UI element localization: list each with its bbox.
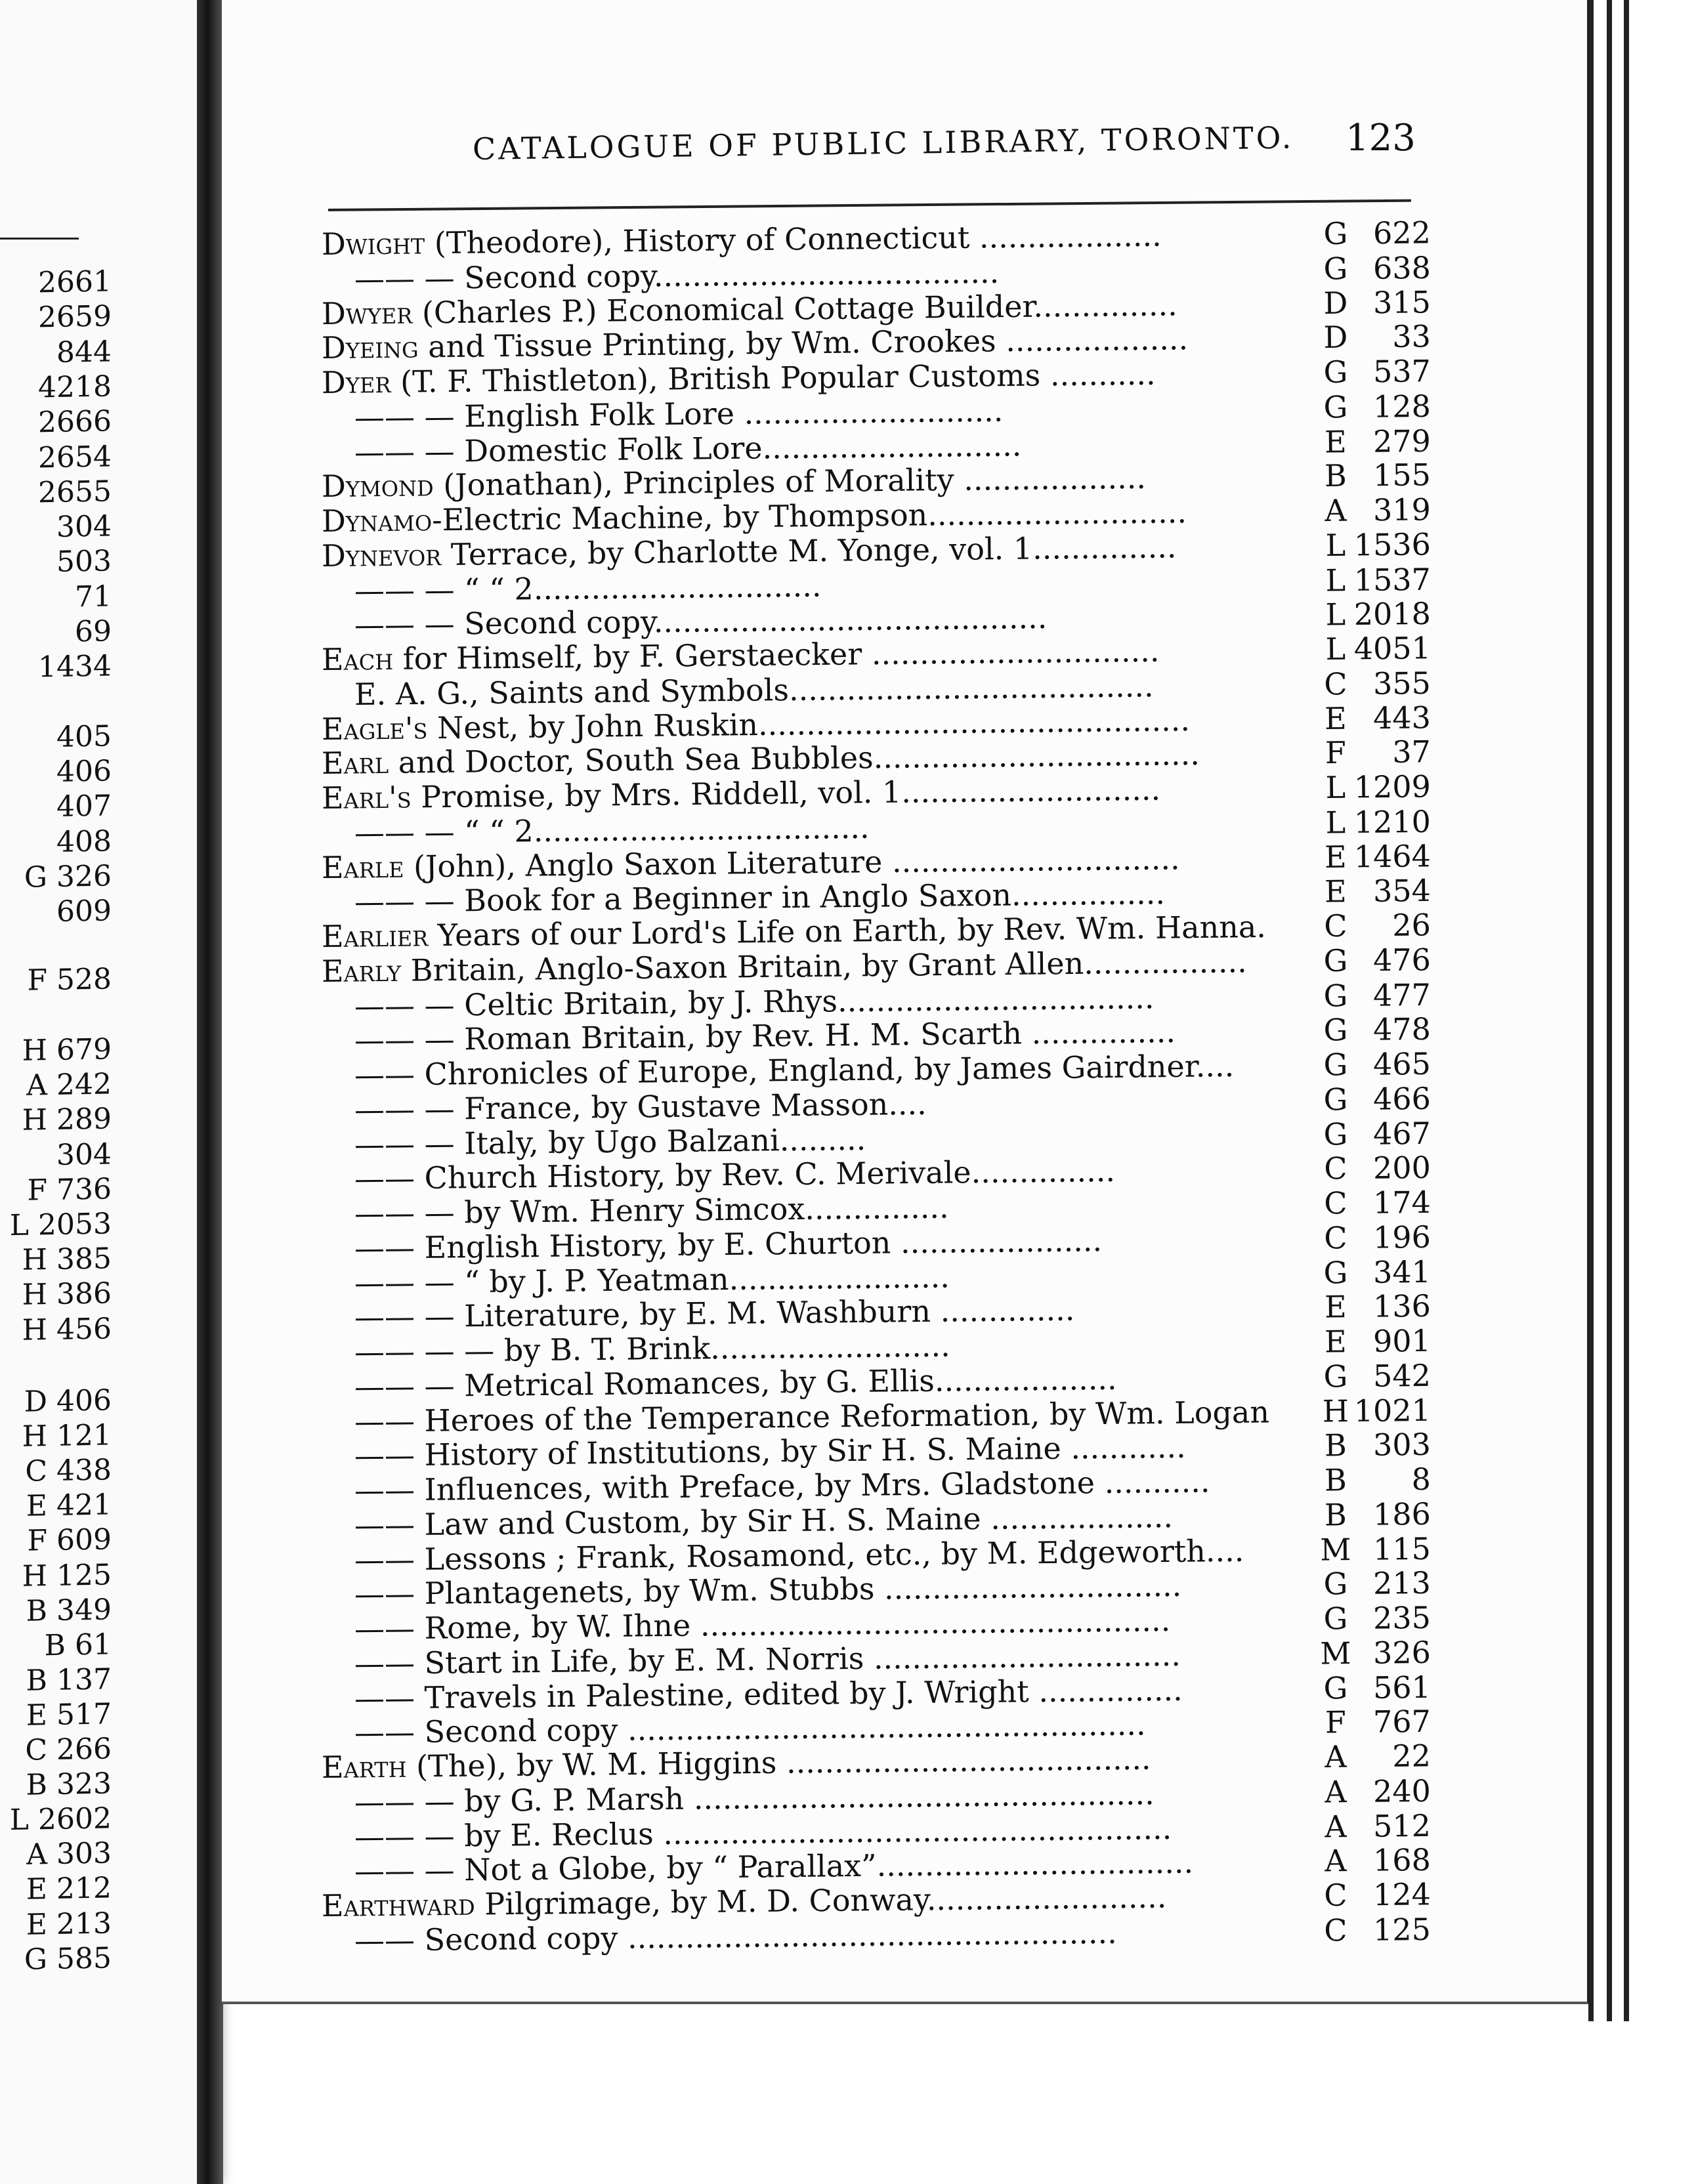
entry-title: and Doctor, South Sea Bubbles.................................. <box>388 736 1200 781</box>
left-page-number: 2655 <box>38 474 112 510</box>
left-page-row <box>0 1068 112 1103</box>
entry-title: —— — Second copy......................................... <box>354 600 1048 643</box>
left-page-class: H <box>22 1278 48 1312</box>
entry-shelf-number: 767 <box>1372 1704 1431 1740</box>
left-page-number: 61 <box>75 1628 112 1662</box>
entry-class-letter: M <box>1320 1635 1351 1671</box>
entry-heading: Earth <box>321 1748 407 1785</box>
entry-title: —— Lessons ; Frank, Rosamond, etc., by M. Edgeworth.... <box>354 1532 1244 1578</box>
entry-shelf-number: 128 <box>1372 388 1431 425</box>
entry-heading: Dynevor <box>321 536 442 574</box>
entry-class-letter: F <box>1325 734 1347 771</box>
entry-class-letter: A <box>1325 1808 1347 1845</box>
entry-class-letter: L <box>1325 769 1346 805</box>
entry-title: —— — by G. P. Marsh ................................................ <box>354 1775 1155 1820</box>
entry-class-letter: E <box>1324 700 1347 736</box>
entry-title: (Jonathan), Principles of Morality ................... <box>433 460 1147 503</box>
left-page-number: 242 <box>56 1067 112 1102</box>
left-page-class: E <box>26 1698 48 1732</box>
left-page-row <box>0 1523 112 1559</box>
left-page-number: 121 <box>56 1418 112 1453</box>
entry-shelf-number: 466 <box>1372 1080 1431 1117</box>
entry-title: Pilgrimage, by M. D. Conway......................... <box>475 1879 1167 1922</box>
entry-text <box>354 568 822 608</box>
entry-shelf-number: 542 <box>1372 1357 1431 1394</box>
entry-title: —— — Metrical Romances, by G. Ellis................... <box>354 1360 1117 1404</box>
entry-heading: Dyeing <box>321 329 419 366</box>
left-page-number: 844 <box>56 335 112 369</box>
entry-shelf-number: 1464 <box>1353 837 1431 875</box>
entry-title: Promise, by Mrs. Riddell, vol. 1........................... <box>411 771 1161 815</box>
left-page-row <box>0 1454 112 1489</box>
left-page-class: H <box>22 1103 48 1138</box>
left-page-row <box>0 1872 112 1907</box>
entry-title: —— Plantagenets, by Wm. Stubbs ............................... <box>354 1568 1182 1612</box>
entry-title: —— History of Institutions, by Sir H. S. Maine ............ <box>354 1429 1187 1474</box>
entry-title: —— — France, by Gustave Masson.... <box>354 1085 927 1127</box>
left-page-class: F <box>27 963 48 998</box>
left-page-row <box>0 1383 112 1419</box>
left-page-class: B <box>26 1593 48 1628</box>
entry-shelf-number: 341 <box>1372 1253 1431 1290</box>
left-page-row <box>0 1488 112 1524</box>
left-page-class: A <box>26 1838 48 1872</box>
entry-shelf-number: 1537 <box>1353 561 1431 598</box>
left-page-class: A <box>26 1068 48 1102</box>
entry-title: —— Heroes of the Temperance Reformation, by Wm. Logan <box>354 1393 1270 1439</box>
left-page-row <box>0 1312 112 1347</box>
entry-title: —— Second copy ...................................................... <box>354 1706 1146 1751</box>
entry-title: —— — Celtic Britain, by J. Rhys................................. <box>354 979 1155 1024</box>
entry-title: (Theodore), History of Connecticut ................... <box>424 217 1162 261</box>
entry-class-letter: A <box>1325 1773 1347 1810</box>
left-page-number: 2661 <box>38 264 112 300</box>
entry-title: —— — Roman Britain, by Rev. H. M. Scarth ............... <box>354 1014 1176 1059</box>
entry-shelf-number: 622 <box>1372 215 1431 251</box>
entry-title: and Tissue Printing, by Wm. Crookes ................... <box>418 321 1189 365</box>
entry-title: —— — English Folk Lore ........................... <box>354 392 1004 435</box>
left-page-class: C <box>25 1733 48 1767</box>
entry-class-letter: D <box>1323 319 1348 356</box>
entry-class-letter: C <box>1324 665 1347 702</box>
left-page-class: H <box>22 1243 48 1277</box>
entry-shelf-number: 279 <box>1372 423 1431 459</box>
left-page-class: F <box>27 1173 48 1208</box>
entry-title: —— — Second copy.................................... <box>354 254 1000 297</box>
entry-class-letter: G <box>1323 250 1348 287</box>
left-page-row <box>0 719 112 755</box>
left-page-row <box>0 1767 112 1803</box>
entry-class-letter: G <box>1323 1601 1348 1637</box>
entry-shelf-number: 638 <box>1372 249 1431 286</box>
entry-title: —— Church History, by Rev. C. Merivale............... <box>354 1153 1116 1197</box>
left-page-row <box>0 369 112 405</box>
entry-heading: Dwight <box>321 225 425 262</box>
entry-shelf-number: 561 <box>1372 1669 1431 1706</box>
left-page-row <box>0 335 112 370</box>
entry-shelf-number: 537 <box>1372 353 1431 390</box>
entry-class-letter: H <box>1322 1393 1349 1429</box>
entry-title: Nest, by John Ruskin............................................. <box>427 702 1191 746</box>
left-page-row <box>0 1802 112 1838</box>
left-page-number: 503 <box>56 544 112 579</box>
left-page-row <box>0 1697 112 1732</box>
left-page-number: 2053 <box>38 1207 112 1242</box>
entry-shelf-number: 155 <box>1372 457 1431 494</box>
left-page-number: 405 <box>56 719 112 754</box>
entry-shelf-number: 37 <box>1392 734 1431 770</box>
entry-class-letter: E <box>1324 873 1347 910</box>
left-page-number: 408 <box>56 824 112 859</box>
left-page-class: E <box>26 1907 48 1942</box>
entry-shelf-number: 26 <box>1392 907 1431 943</box>
entry-heading: Dyer <box>321 364 391 400</box>
entry-class-letter: G <box>1323 1116 1348 1152</box>
entry-class-letter: C <box>1324 1877 1347 1914</box>
entry-class-letter: G <box>1323 1670 1348 1706</box>
entry-class-letter: B <box>1324 1427 1347 1463</box>
entry-heading: Each <box>321 640 394 677</box>
entry-class-letter: L <box>1325 527 1346 563</box>
left-page-row <box>0 545 112 580</box>
left-page-number: 438 <box>56 1453 112 1488</box>
left-page-row <box>0 1277 112 1312</box>
entry-shelf-number: 1209 <box>1353 768 1431 805</box>
entry-title: -Electric Machine, by Thompson........................... <box>431 494 1187 538</box>
left-page-number: 71 <box>75 579 112 614</box>
left-page-class: B <box>26 1768 48 1802</box>
entry-title: Years of our Lord's Life on Earth, by Rev. Wm. Hanna. <box>427 908 1267 954</box>
entry-heading: Dymond <box>321 467 434 505</box>
entry-heading: Earl's <box>321 779 412 816</box>
entry-title: —— — Literature, by E. M. Washburn .............. <box>354 1292 1075 1335</box>
entry-shelf-number: 354 <box>1372 873 1431 909</box>
left-page-row <box>0 1732 112 1767</box>
left-page-number: 406 <box>56 1383 112 1418</box>
left-page-row <box>0 300 112 335</box>
entry-shelf-number: 315 <box>1372 284 1431 320</box>
left-page-class: G <box>24 860 48 894</box>
entry-class-letter: L <box>1325 804 1346 841</box>
entry-class-letter: C <box>1324 1185 1347 1221</box>
left-page-number: 528 <box>56 962 112 997</box>
entry-shelf-number: 125 <box>1372 1911 1431 1948</box>
entry-shelf-number: 235 <box>1372 1599 1431 1636</box>
entry-title: (Charles P.) Economical Cottage Builder............... <box>412 286 1177 331</box>
entry-shelf-number: 303 <box>1372 1427 1431 1463</box>
entry-title: —— Chronicles of Europe, England, by James Gairdner.... <box>354 1047 1235 1093</box>
page-edge <box>1624 0 1629 2021</box>
left-page-row <box>0 1137 112 1173</box>
left-page-row <box>0 1207 112 1242</box>
left-page-number: 212 <box>56 1871 112 1906</box>
left-page-number: 609 <box>56 894 112 929</box>
entry-title: for Himself, by F. Gerstaecker .............................. <box>392 633 1160 677</box>
entry-class-letter: G <box>1323 1047 1348 1083</box>
entry-title: —— Second copy ................................................... <box>354 1914 1117 1958</box>
left-page-row <box>0 1941 112 1977</box>
left-page-number: 289 <box>56 1102 112 1137</box>
left-page-class: C <box>25 1454 48 1488</box>
entry-title: (John), Anglo Saxon Literature .............................. <box>404 840 1180 885</box>
left-page-number: 406 <box>56 754 112 789</box>
left-page-number: 69 <box>75 614 112 649</box>
left-page-row <box>0 789 112 825</box>
left-page-number: 303 <box>56 1836 112 1872</box>
left-page-rule <box>0 238 79 240</box>
book-gutter <box>197 0 223 2184</box>
left-page-number: 2666 <box>38 404 112 440</box>
entry-title: —— English History, by E. Churton ..................... <box>354 1222 1103 1266</box>
left-page-class: B <box>44 1628 66 1662</box>
left-page-row <box>0 1172 112 1208</box>
entry-class-letter: L <box>1325 597 1346 633</box>
left-page-row <box>0 894 112 930</box>
left-page-class: H <box>22 1419 48 1454</box>
entry-class-letter: E <box>1324 839 1347 875</box>
left-page-row <box>0 614 112 650</box>
entry-title: —— Start in Life, by E. M. Norris ................................ <box>354 1637 1181 1681</box>
left-page-number: 213 <box>56 1906 112 1941</box>
left-page-row <box>0 1102 112 1138</box>
entry-class-letter: A <box>1325 1843 1347 1879</box>
left-page-row <box>0 440 112 475</box>
left-page-number: 386 <box>56 1276 112 1312</box>
entry-shelf-number: 465 <box>1372 1045 1431 1082</box>
left-page-number: 2602 <box>38 1801 112 1837</box>
entry-title: (T. F. Thistleton), British Popular Customs ........... <box>391 356 1156 400</box>
left-page-number: 585 <box>56 1941 112 1976</box>
entry-shelf-number: 124 <box>1372 1876 1431 1913</box>
left-page-row <box>0 824 112 860</box>
entry-title: —— Rome, by W. Ihne ................................................. <box>354 1602 1171 1647</box>
left-page-number: 2659 <box>38 299 112 335</box>
left-page-row <box>0 579 112 615</box>
entry-class-letter: D <box>1323 285 1348 321</box>
entry-heading: Earle <box>321 849 404 885</box>
entry-heading: Earthward <box>321 1886 475 1923</box>
entry-title: E. A. G., Saints and Symbols...................................... <box>354 668 1154 712</box>
entry-title: —— — Not a Globe, by “ Parallax”................................. <box>354 1844 1194 1889</box>
entry-heading: Dwyer <box>321 295 413 331</box>
left-page-row <box>0 1032 112 1068</box>
left-page-row <box>0 1558 112 1593</box>
entry-class-letter: G <box>1323 942 1348 978</box>
entry-class-letter: L <box>1325 562 1346 598</box>
left-page-class: B <box>26 1663 48 1698</box>
left-page-number: 517 <box>56 1697 112 1732</box>
left-page-class: E <box>26 1489 48 1523</box>
entry-class-letter: E <box>1324 1324 1347 1360</box>
entry-shelf-number: 478 <box>1372 1011 1431 1047</box>
entry-heading: Earlier <box>321 917 429 954</box>
entry-title: —— — by E. Reclus ..................................................... <box>354 1810 1172 1855</box>
entry-shelf-number: 4051 <box>1353 630 1431 667</box>
entry-shelf-number: 901 <box>1372 1322 1431 1359</box>
left-page-row <box>0 962 112 998</box>
left-page-row <box>0 1628 112 1663</box>
entry-shelf-number: 1021 <box>1353 1392 1431 1429</box>
left-page-number: 323 <box>56 1767 112 1801</box>
left-page-number: 1434 <box>38 649 112 684</box>
entry-class-letter: M <box>1320 1531 1351 1568</box>
entry-class-letter: G <box>1323 977 1348 1014</box>
entry-class-letter: C <box>1324 908 1347 944</box>
entry-class-letter: F <box>1325 1704 1347 1740</box>
left-page-class: E <box>26 1872 48 1907</box>
left-page-row <box>0 405 112 440</box>
left-page-number: 266 <box>56 1732 112 1767</box>
entry-title: —— — — by B. T. Brink......................... <box>354 1328 950 1370</box>
left-page-row <box>0 1906 112 1942</box>
left-page-number: 304 <box>56 509 112 544</box>
entry-heading: Earl <box>321 745 389 782</box>
left-page-class: H <box>22 1034 48 1068</box>
entry-shelf-number: 467 <box>1372 1115 1431 1152</box>
page-edge <box>1588 0 1594 2021</box>
entry-shelf-number: 168 <box>1372 1842 1431 1878</box>
left-page-row <box>0 1242 112 1278</box>
entry-text <box>354 810 870 850</box>
left-page-class: H <box>22 1559 48 1593</box>
left-page-row <box>0 1837 112 1872</box>
left-page-class: L <box>9 1208 30 1243</box>
entry-shelf-number: 213 <box>1372 1565 1431 1601</box>
entry-shelf-number: 174 <box>1372 1184 1431 1221</box>
entry-class-letter: E <box>1324 1289 1347 1325</box>
entry-title: —— — “ by J. P. Yeatman....................... <box>354 1259 950 1301</box>
left-page-number: 679 <box>56 1032 112 1067</box>
entry-title: —— — Book for a Beginner in Anglo Saxon................ <box>354 875 1166 920</box>
entry-shelf-number: 196 <box>1372 1219 1431 1255</box>
entry-title: (The), by W. M. Higgins ...................................... <box>406 1740 1151 1784</box>
left-page-class: D <box>24 1385 48 1419</box>
entry-class-letter: C <box>1324 1150 1347 1186</box>
left-page-row <box>0 264 112 300</box>
entry-shelf-number: 1210 <box>1353 803 1431 840</box>
entry-class-letter: G <box>1323 1012 1348 1048</box>
entry-shelf-number: 512 <box>1372 1807 1431 1844</box>
left-page-number: 421 <box>56 1488 112 1523</box>
entry-shelf-number: 115 <box>1372 1530 1431 1567</box>
entry-title: Britain, Anglo-Saxon Britain, by Grant Allen................. <box>400 943 1248 988</box>
entry-title: —— Influences, with Preface, by Mrs. Gladstone ........... <box>354 1463 1210 1508</box>
entry-shelf-number: 1536 <box>1353 526 1431 563</box>
left-page-class: G <box>24 1942 48 1977</box>
entry-class-letter: B <box>1324 457 1347 494</box>
entry-class-letter: G <box>1323 388 1348 425</box>
entry-class-letter: G <box>1323 354 1348 390</box>
entry-class-letter: E <box>1324 423 1347 460</box>
entry-shelf-number: 200 <box>1372 1150 1431 1186</box>
entry-shelf-number: 319 <box>1372 492 1431 528</box>
page-number: 123 <box>1346 117 1416 159</box>
entry-class-letter: B <box>1324 1496 1347 1533</box>
entry-class-letter: C <box>1324 1912 1347 1948</box>
entry-shelf-number: 8 <box>1411 1461 1431 1498</box>
entry-class-letter: G <box>1323 1081 1348 1118</box>
entry-shelf-number: 477 <box>1372 976 1431 1013</box>
entry-heading: Early <box>321 952 402 989</box>
entry-title: —— Travels in Palestine, edited by J. Wright ............... <box>354 1671 1183 1716</box>
left-page-number: 2654 <box>38 439 112 474</box>
left-page-number: 407 <box>56 789 112 824</box>
left-page-number: 304 <box>56 1137 112 1172</box>
left-page-number: 456 <box>56 1312 112 1347</box>
left-page-row <box>0 510 112 545</box>
left-page-number: 349 <box>56 1593 112 1628</box>
left-page-row <box>0 754 112 789</box>
entry-shelf-number: 22 <box>1392 1738 1431 1774</box>
entry-title: —— — by Wm. Henry Simcox............... <box>354 1189 949 1231</box>
entry-shelf-number: 186 <box>1372 1496 1431 1532</box>
page-title: CATALOGUE OF PUBLIC LIBRARY, TORONTO. <box>472 119 1294 167</box>
entry-title: —— — “ “ 2.............................. <box>354 568 822 608</box>
left-page-number: 736 <box>56 1172 112 1207</box>
left-page-number: 609 <box>56 1522 112 1558</box>
left-page-row <box>0 1419 112 1454</box>
entry-title: —— — “ “ 2................................... <box>354 809 870 850</box>
entry-shelf-number: 443 <box>1372 699 1431 736</box>
left-page-number: 137 <box>56 1662 112 1697</box>
entry-shelf-number: 355 <box>1372 665 1431 702</box>
left-page-class: L <box>9 1803 30 1838</box>
left-page-row <box>0 859 112 894</box>
entry-heading: Eagle's <box>321 709 428 747</box>
left-page-number: 125 <box>56 1557 112 1593</box>
entry-shelf-number: 476 <box>1372 942 1431 978</box>
entry-class-letter: G <box>1323 1566 1348 1602</box>
entry-class-letter: A <box>1325 1738 1347 1774</box>
left-page-number: 326 <box>56 859 112 894</box>
entry-class-letter: A <box>1325 492 1347 528</box>
entry-heading: Dynamo <box>321 502 433 539</box>
entry-shelf-number: 136 <box>1372 1288 1431 1324</box>
page-edge <box>1607 0 1612 2021</box>
entry-class-letter: C <box>1324 1219 1347 1256</box>
entry-shelf-number: 2018 <box>1353 596 1431 633</box>
entry-class-letter: G <box>1323 1358 1348 1395</box>
entry-shelf-number: 33 <box>1392 318 1431 355</box>
left-page-row <box>0 1662 112 1698</box>
entry-class-letter: G <box>1323 1254 1348 1291</box>
entry-shelf-number: 326 <box>1372 1634 1431 1671</box>
left-page-number: 385 <box>56 1242 112 1277</box>
left-page-row <box>0 650 112 685</box>
entry-shelf-number: 240 <box>1372 1773 1431 1809</box>
left-page-class: H <box>22 1312 48 1347</box>
entry-title: —— — Italy, by Ugo Balzani......... <box>354 1121 866 1162</box>
entry-title: —— — Domestic Folk Lore........................... <box>354 427 1022 470</box>
left-page-row <box>0 474 112 510</box>
left-page-class: F <box>27 1524 48 1559</box>
entry-title: Terrace, by Charlotte M. Yonge, vol. 1............... <box>440 529 1177 572</box>
left-page-row <box>0 1593 112 1628</box>
entry-class-letter: G <box>1323 215 1348 252</box>
left-page-number: 4218 <box>38 369 112 405</box>
entry-class-letter: L <box>1325 631 1346 667</box>
entry-title: —— Law and Custom, by Sir H. S. Maine ................... <box>354 1498 1174 1543</box>
entry-class-letter: B <box>1324 1462 1347 1498</box>
